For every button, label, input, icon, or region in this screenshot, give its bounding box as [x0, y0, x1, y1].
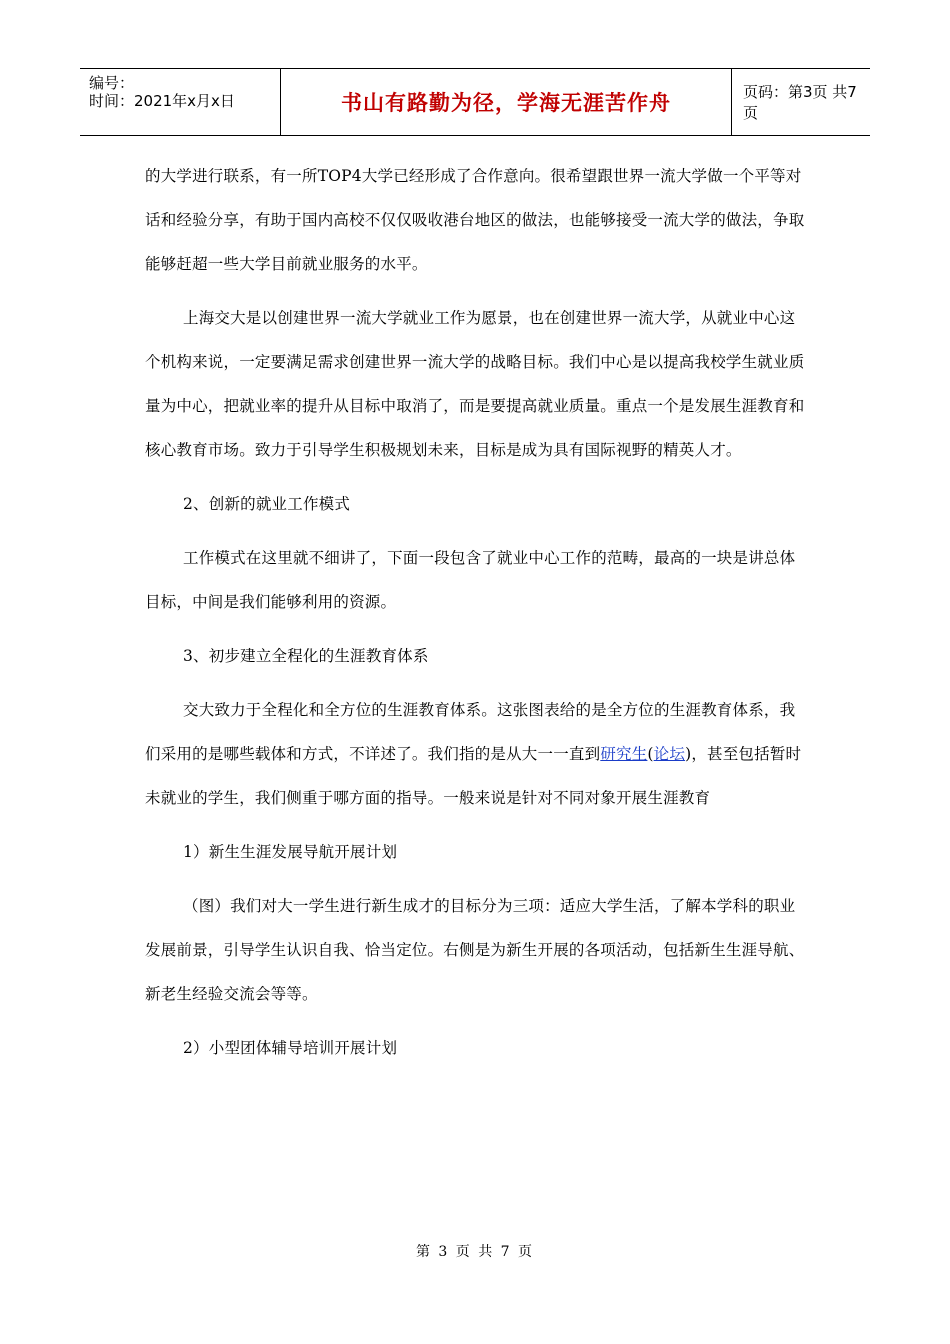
- paren-close: ): [685, 745, 692, 763]
- header-motto-cell: [281, 69, 732, 135]
- subsection-heading-1: 1）新生生涯发展导航开展计划: [183, 843, 398, 861]
- paren-open: (: [647, 745, 654, 763]
- paragraph-2: 上海交大是以创建世界一流大学就业工作为愿景，也在创建世界一流大学，从就业中心这个机构来说，一定要满足需求创建世界一流大学的战略目标。我们中心是以提高我校学生就业质量为中心，把就业率的提升从目标中取消了，而是要提高就业质量。重点一个是发展生涯教育和核心教育市场。致力于引导学生积极规划未来，目标是成为具有国际视野的精英人才。: [145, 309, 805, 459]
- date-label: 时间：2021年x月x日: [89, 92, 235, 110]
- document-body: [145, 154, 805, 1070]
- document-header: [80, 68, 870, 136]
- number-label: 编号：: [89, 74, 135, 92]
- header-page-cell: [732, 69, 870, 135]
- paragraph-3: 工作模式在这里就不细讲了，下面一段包含了就业中心工作的范畴，最高的一块是讲总体目标，中间是我们能够利用的资源。: [145, 549, 796, 611]
- link-forum[interactable]: 论坛: [653, 745, 686, 763]
- section-heading-2: 2、创新的就业工作模式: [183, 495, 351, 513]
- paragraph-4: [145, 688, 805, 820]
- header-meta-cell: [80, 69, 281, 135]
- link-graduate[interactable]: 研究生: [600, 745, 648, 763]
- subsection-heading-2: 2）小型团体辅导培训开展计划: [183, 1039, 398, 1057]
- page-indicator: 页码：第3页 共7页: [743, 83, 857, 122]
- motto-text: 书山有路勤为径，学海无涯苦作舟: [341, 91, 671, 115]
- paragraph-5: （图）我们对大一学生进行新生成才的目标分为三项：适应大学生活，了解本学科的职业发展前景，引导学生认识自我、恰当定位。右侧是为新生开展的各项活动，包括新生生涯导航、新老生经验交流会等等。: [145, 897, 805, 1003]
- page-footer: 第 3 页 共 7 页: [415, 1244, 535, 1260]
- paragraph-4-text-a: 交大致力于全程化和全方位的生涯教育体系。这张图表给的是全方位的生涯教育体系，我们采用的是哪些载体和方式，不详述了。我们指的是从大一一直到: [145, 701, 796, 763]
- section-heading-3: 3、初步建立全程化的生涯教育体系: [183, 647, 429, 665]
- paragraph-1: 的大学进行联系，有一所TOP4大学已经形成了合作意向。很希望跟世界一流大学做一个平等对话和经验分享，有助于国内高校不仅仅吸收港台地区的做法，也能够接受一流大学的做法，争取能够赶超一些大学目前就业服务的水平。: [145, 167, 805, 273]
- paragraph-4-text-b: ，甚至包括暂时未就业的学生，我们侧重于哪方面的指导。一般来说是针对不同对象开展生涯教育: [145, 745, 802, 807]
